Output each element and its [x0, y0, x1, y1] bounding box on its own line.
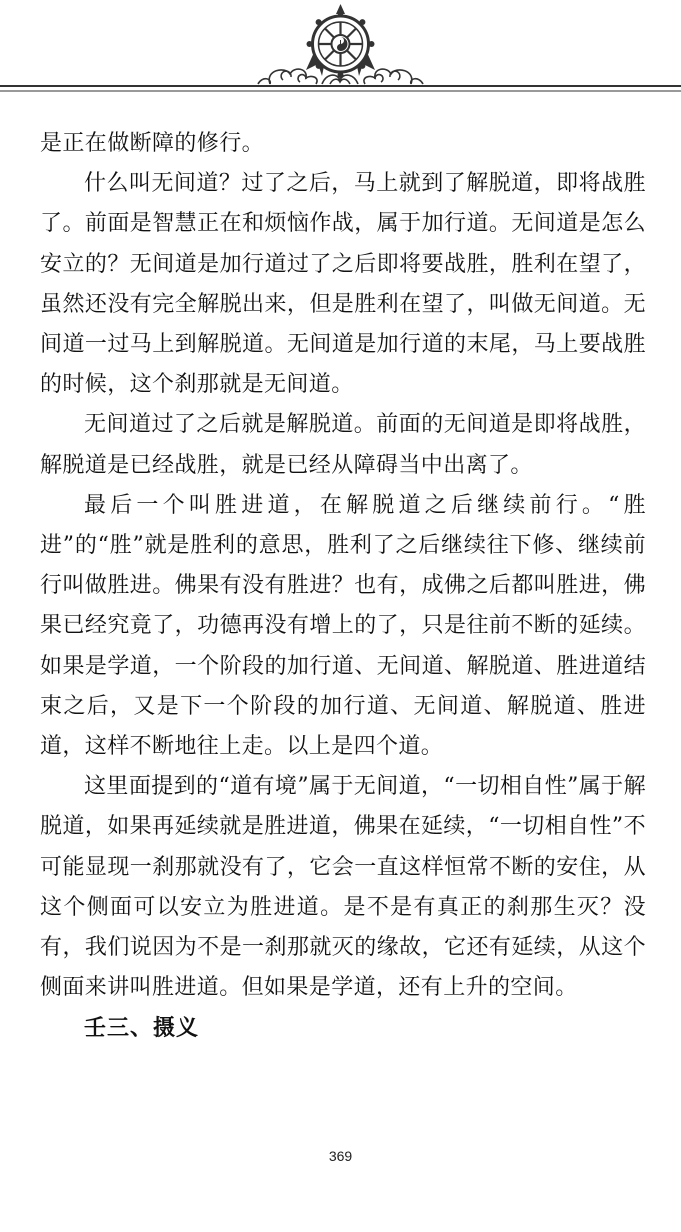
- paragraph-jietuodao: 无间道过了之后就是解脱道。前面的无间道是即将战胜，解脱道是已经战胜，就是已经从障碍当中出离了。: [40, 412, 646, 478]
- paragraph-daoyoujing: 这里面提到的“道有境”属于无间道，“一切相自性”属于解脱道，如果再延续就是胜进道，佛果在延续，“一切相自性”不可能显现一刹那就没有了，它会一直这样恒常不断的安住，从这个侧面可以安立为胜进道。是不是有真正的刹那生灭？没有，我们说因为不是一刹那就灭的缘故，它还有延续，从这个侧面来讲叫胜进道。但如果是学道，还有上升的空间。: [40, 774, 646, 1001]
- page-number: 369: [328, 1148, 353, 1164]
- body-text: [40, 124, 646, 1049]
- paragraph-wujiandao: 什么叫无间道？过了之后，马上就到了解脱道，即将战胜了。前面是智慧正在和烦恼作战，属于加行道。无间道是怎么安立的？无间道是加行道过了之后即将要战胜，胜利在望了，虽然还没有完全解脱出来，但是胜利在望了，叫做无间道。无间道一过马上到解脱道。无间道是加行道的末尾，马上要战胜的时候，这个刹那就是无间道。: [40, 171, 646, 398]
- dharma-wheel-header-ornament: [0, 0, 681, 108]
- paragraph-continued: 是正在做断障的修行。: [40, 131, 265, 156]
- section-heading: 壬三、摄义: [84, 1015, 200, 1042]
- paragraph-shengjindao: 最后一个叫胜进道，在解脱道之后继续前行。“胜进”的“胜”就是胜利的意思，胜利了之后继续往下修、继续前行叫做胜进。佛果有没有胜进？也有，成佛之后都叫胜进，佛果已经究竟了，功德再没有增上的了，只是往前不断的延续。如果是学道，一个阶段的加行道、无间道、解脱道、胜进道结束之后，又是下一个阶段的加行道、无间道、解脱道、胜进道，这样不断地往上走。以上是四个道。: [40, 492, 646, 760]
